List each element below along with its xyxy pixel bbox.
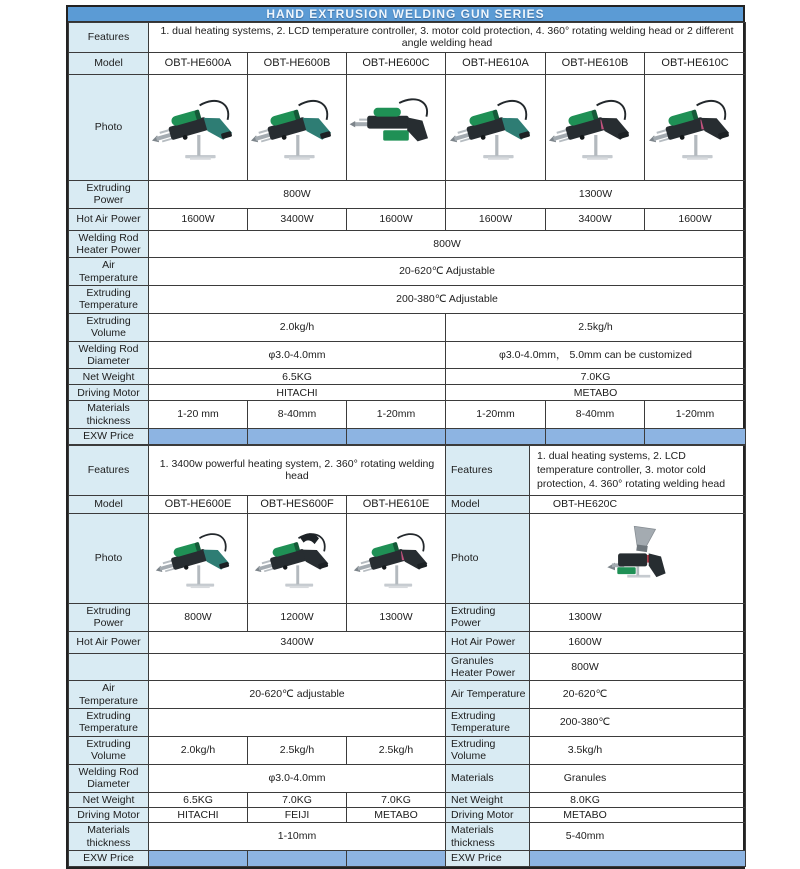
spec-label — [69, 653, 149, 681]
spec-label: Extruding Temperature — [69, 709, 149, 737]
spec-value: φ3.0-4.0mm — [149, 764, 446, 792]
spec-label: EXW Price — [69, 851, 149, 867]
spec-value: 7.0KG — [446, 369, 746, 385]
spec-label: Extruding Temperature — [446, 709, 530, 737]
spec-value: 2.0kg/h — [149, 313, 446, 341]
welding-gun-photo-620c-image — [530, 523, 745, 593]
spec-value: 6.5KG — [149, 369, 446, 385]
spec-value-text: METABO — [563, 808, 607, 821]
spec-label: Air Temperature — [446, 681, 530, 709]
spec-value: 800W — [149, 180, 446, 208]
spec-value — [530, 823, 746, 851]
welding-gun-photo-600c — [347, 74, 446, 180]
spec-value-text: 3.5kg/h — [567, 743, 603, 756]
welding-gun-photo-610a — [446, 74, 546, 180]
spec-label: Hot Air Power — [69, 631, 149, 653]
row-label-model: Model — [69, 52, 149, 74]
model-name: OBT-HE610C — [645, 52, 746, 74]
spec-label: Extruding Volume — [69, 736, 149, 764]
row-label-model: Model — [446, 495, 530, 513]
product-spec-sheet — [66, 5, 745, 869]
welding-gun-photo-620c — [530, 513, 746, 603]
spec-value — [530, 807, 746, 822]
spec-table-bottom — [68, 445, 746, 867]
spec-value: 1600W — [149, 208, 248, 230]
row-label-photo: Photo — [69, 513, 149, 603]
spec-value: HITACHI — [149, 807, 248, 822]
spec-value: 1200W — [248, 603, 347, 631]
spec-value — [530, 681, 746, 709]
model-name: OBT-HES600F — [248, 495, 347, 513]
spec-value: 1600W — [446, 208, 546, 230]
spec-label: Welding Rod Heater Power — [69, 230, 149, 258]
spec-value-text: 800W — [571, 660, 599, 673]
spec-label: Hot Air Power — [69, 208, 149, 230]
spec-value — [530, 764, 746, 792]
spec-value: 7.0KG — [248, 792, 347, 807]
model-name: OBT-HE600B — [248, 52, 347, 74]
spec-value — [530, 709, 746, 737]
spec-value-text: 1300W — [568, 610, 602, 623]
welding-gun-photo-610e — [347, 513, 446, 603]
price-cell — [149, 429, 248, 445]
spec-value: φ3.0-4.0mm， 5.0mm can be customized — [446, 341, 746, 369]
spec-value: 3400W — [248, 208, 347, 230]
spec-value: 8-40mm — [546, 401, 645, 429]
price-cell — [546, 429, 645, 445]
welding-gun-photo-s600f — [248, 513, 347, 603]
spec-value — [149, 653, 446, 681]
spec-value-text: 5-40mm — [565, 830, 605, 843]
price-cell — [149, 851, 248, 867]
welding-gun-photo-600c-image — [347, 91, 445, 163]
table-title: HAND EXTRUSION WELDING GUN SERIES — [68, 7, 743, 22]
spec-label: Net Weight — [69, 369, 149, 385]
spec-value: 200-380℃ Adjustable — [149, 286, 746, 314]
price-cell — [645, 429, 746, 445]
spec-label: Hot Air Power — [446, 631, 530, 653]
spec-label: Materials thickness — [69, 401, 149, 429]
spec-value-text: 1600W — [568, 635, 602, 648]
row-label-features: Features — [69, 446, 149, 496]
spec-value — [530, 631, 746, 653]
spec-value: FEIJI — [248, 807, 347, 822]
welding-gun-photo-600b — [248, 74, 347, 180]
spec-value: 20-620℃ adjustable — [149, 681, 446, 709]
spec-label: Welding Rod Diameter — [69, 764, 149, 792]
welding-gun-photo-610b-image — [546, 91, 644, 163]
spec-value: φ3.0-4.0mm — [149, 341, 446, 369]
spec-value — [530, 736, 746, 764]
spec-value: 3400W — [149, 631, 446, 653]
spec-label: Materials thickness — [446, 823, 530, 851]
spec-label: Driving Motor — [69, 807, 149, 822]
welding-gun-photo-610e-image — [347, 525, 445, 591]
model-name — [530, 495, 746, 513]
row-label-features: Features — [446, 446, 530, 496]
spec-label: Driving Motor — [69, 385, 149, 401]
spec-value: 1-10mm — [149, 823, 446, 851]
spec-label: Materials thickness — [69, 823, 149, 851]
spec-value: 2.5kg/h — [446, 313, 746, 341]
row-label-features: Features — [69, 23, 149, 53]
welding-gun-photo-600a — [149, 74, 248, 180]
spec-value: 2.0kg/h — [149, 736, 248, 764]
welding-gun-photo-600b-image — [248, 91, 346, 163]
spec-value-text: 200-380℃ — [559, 716, 611, 729]
spec-label: Driving Motor — [446, 807, 530, 822]
spec-value: 6.5KG — [149, 792, 248, 807]
spec-label: Welding Rod Diameter — [69, 341, 149, 369]
spec-value: 800W — [149, 603, 248, 631]
spec-value: 2.5kg/h — [347, 736, 446, 764]
spec-value — [149, 709, 446, 737]
spec-value-text: 8.0KG — [570, 793, 600, 806]
features-text: 1. 3400w powerful heating system, 2. 360° rotating welding head — [149, 446, 446, 496]
spec-value: 1600W — [645, 208, 746, 230]
welding-gun-photo-610a-image — [446, 91, 545, 163]
spec-value: 3400W — [546, 208, 645, 230]
spec-value: 1-20mm — [347, 401, 446, 429]
welding-gun-photo-610c — [645, 74, 746, 180]
spec-value-text: Granules — [563, 771, 607, 784]
price-cell — [347, 429, 446, 445]
price-cell — [347, 851, 446, 867]
spec-label: Extruding Power — [69, 180, 149, 208]
price-cell — [530, 851, 746, 867]
spec-value: HITACHI — [149, 385, 446, 401]
model-name: OBT-HE600C — [347, 52, 446, 74]
spec-value: METABO — [446, 385, 746, 401]
model-name: OBT-HE600A — [149, 52, 248, 74]
spec-value — [530, 653, 746, 681]
spec-value: 1-20 mm — [149, 401, 248, 429]
welding-gun-photo-600a-image — [149, 91, 247, 163]
spec-label: Extruding Power — [69, 603, 149, 631]
spec-label: Granules Heater Power — [446, 653, 530, 681]
spec-label: Extruding Volume — [69, 313, 149, 341]
welding-gun-photo-s600f-image — [248, 525, 346, 591]
model-name: OBT-HE610E — [347, 495, 446, 513]
spec-value: METABO — [347, 807, 446, 822]
spec-value: 20-620℃ Adjustable — [149, 258, 746, 286]
spec-value: 800W — [149, 230, 746, 258]
spec-value: 1300W — [446, 180, 746, 208]
spec-value: 2.5kg/h — [248, 736, 347, 764]
spec-label: Net Weight — [69, 792, 149, 807]
spec-label: Net Weight — [446, 792, 530, 807]
spec-value-text: 20-620℃ — [562, 688, 608, 701]
price-cell — [248, 851, 347, 867]
model-name: OBT-HE600E — [149, 495, 248, 513]
model-name: OBT-HE610A — [446, 52, 546, 74]
features-text: 1. dual heating systems, 2. LCD temperature controller, 3. motor cold protection, 4. 360° rotating welding head — [530, 446, 746, 496]
row-label-photo: Photo — [69, 74, 149, 180]
spec-value: 1-20mm — [645, 401, 746, 429]
spec-label: Extruding Power — [446, 603, 530, 631]
spec-value: 1600W — [347, 208, 446, 230]
price-cell — [446, 429, 546, 445]
spec-value: 7.0KG — [347, 792, 446, 807]
welding-gun-photo-600e — [149, 513, 248, 603]
features-text: 1. dual heating systems, 2. LCD temperature controller, 3. motor cold protection, 4. 360° rotating welding head or 2 different angle welding head — [149, 23, 746, 53]
welding-gun-photo-610c-image — [645, 91, 745, 163]
welding-gun-photo-610b — [546, 74, 645, 180]
row-label-photo: Photo — [446, 513, 530, 603]
spec-label: Extruding Volume — [446, 736, 530, 764]
price-cell — [248, 429, 347, 445]
spec-label: EXW Price — [446, 851, 530, 867]
spec-value — [530, 603, 746, 631]
spec-label: Air Temperature — [69, 681, 149, 709]
spec-value: 1-20mm — [446, 401, 546, 429]
welding-gun-photo-600e-image — [149, 525, 247, 591]
model-name-text: OBT-HE620C — [552, 497, 618, 510]
row-label-model: Model — [69, 495, 149, 513]
spec-label: Air Temperature — [69, 258, 149, 286]
spec-value: 1300W — [347, 603, 446, 631]
spec-label: Materials — [446, 764, 530, 792]
model-name: OBT-HE610B — [546, 52, 645, 74]
spec-label: EXW Price — [69, 429, 149, 445]
spec-value: 8-40mm — [248, 401, 347, 429]
spec-label: Extruding Temperature — [69, 286, 149, 314]
spec-table-top — [68, 22, 746, 445]
